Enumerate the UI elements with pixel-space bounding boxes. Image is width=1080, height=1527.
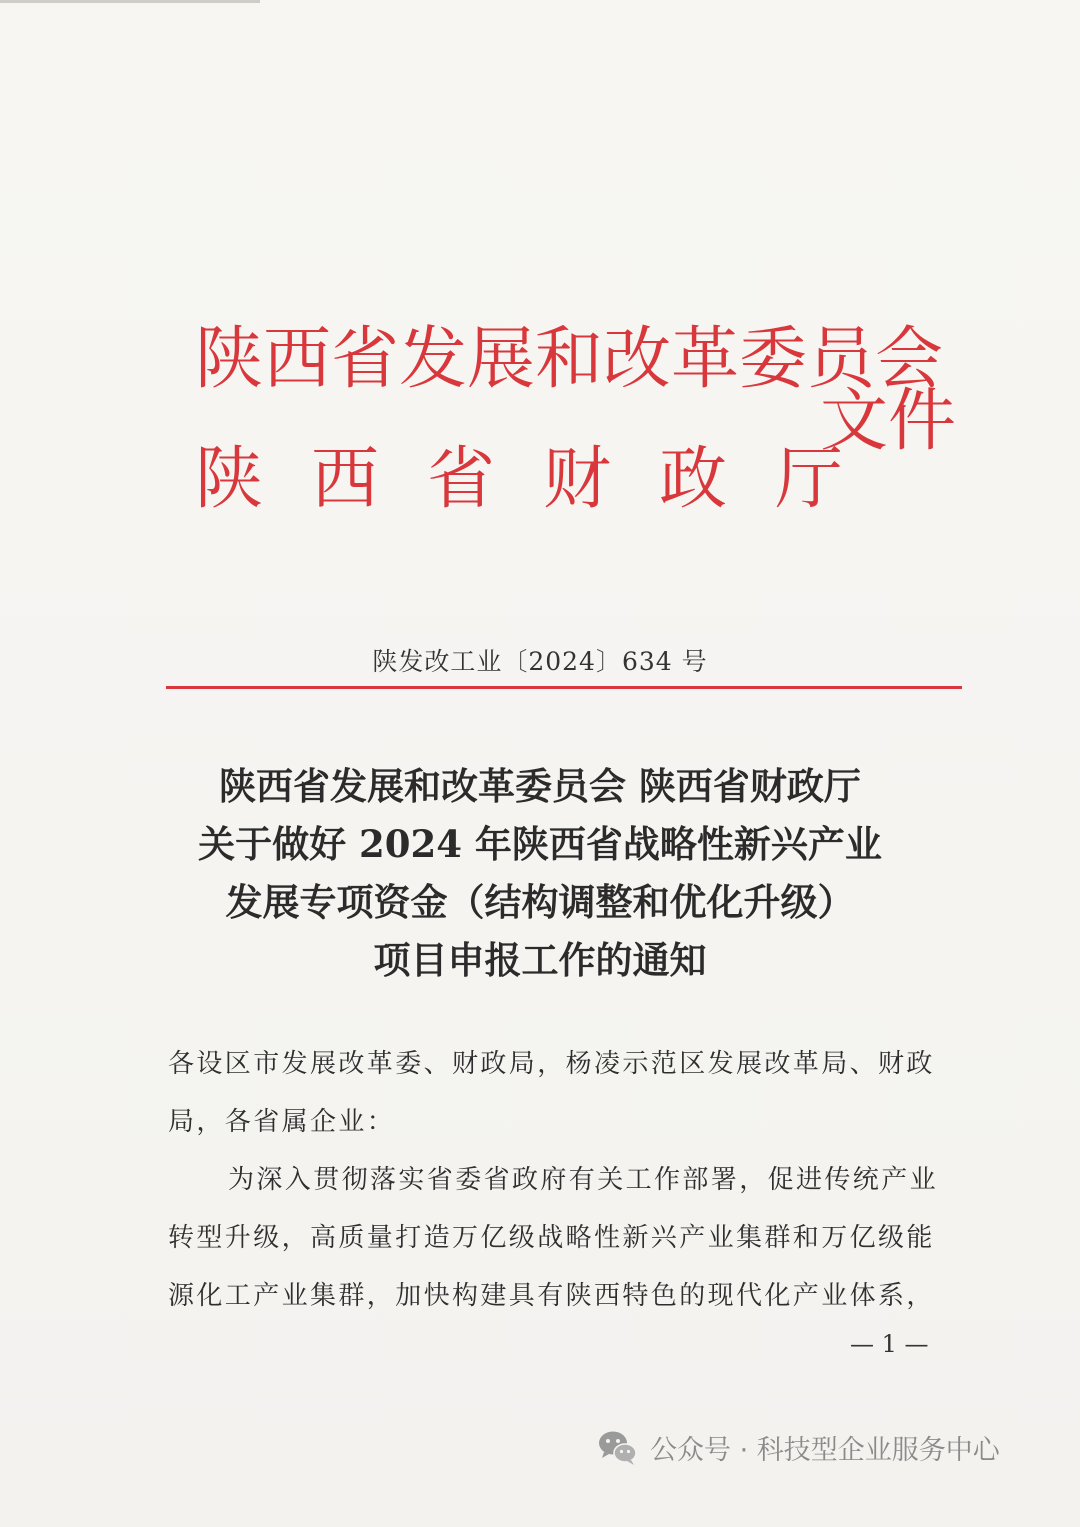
watermark xyxy=(596,1425,1000,1469)
addressee-line: 局，各省属企业： xyxy=(168,1107,396,1137)
title-line: 陕西省发展和改革委员会 陕西省财政厅 xyxy=(219,764,861,808)
scan-edge xyxy=(0,0,260,3)
wechat-icon xyxy=(596,1425,640,1469)
title-line: 项目申报工作的通知 xyxy=(373,938,707,982)
title-line: 关于做好 2024 年陕西省战略性新兴产业 xyxy=(198,822,882,866)
addressee-line: 各设区市发展改革委、财政局，杨凌示范区发展改革局、财政 xyxy=(168,1049,935,1079)
paragraph-line: 转型升级，高质量打造万亿级战略性新兴产业集群和万亿级能 xyxy=(168,1223,935,1253)
issuer-suffix: 文件 xyxy=(820,382,957,461)
document-title xyxy=(0,757,1080,989)
paragraph-line: 为深入贯彻落实省委省政府有关工作部署，促进传统产业 xyxy=(228,1165,939,1195)
red-divider xyxy=(166,686,962,689)
issuer-name-ndrc: 陕西省发展和改革委员会 xyxy=(195,320,944,399)
title-line: 发展专项资金（结构调整和优化升级） xyxy=(225,880,855,924)
watermark-text: 公众号 · 科技型企业服务中心 xyxy=(650,1434,1000,1466)
issuer-name-finance: 陕西省财政厅 xyxy=(195,440,892,519)
document-body xyxy=(168,1035,968,1325)
page-number: — 1 — xyxy=(850,1330,929,1358)
paragraph-line: 源化工产业集群，加快构建具有陕西特色的现代化产业体系， xyxy=(168,1281,935,1311)
document-number: 陕发改工业〔2024〕634 号 xyxy=(372,647,708,676)
